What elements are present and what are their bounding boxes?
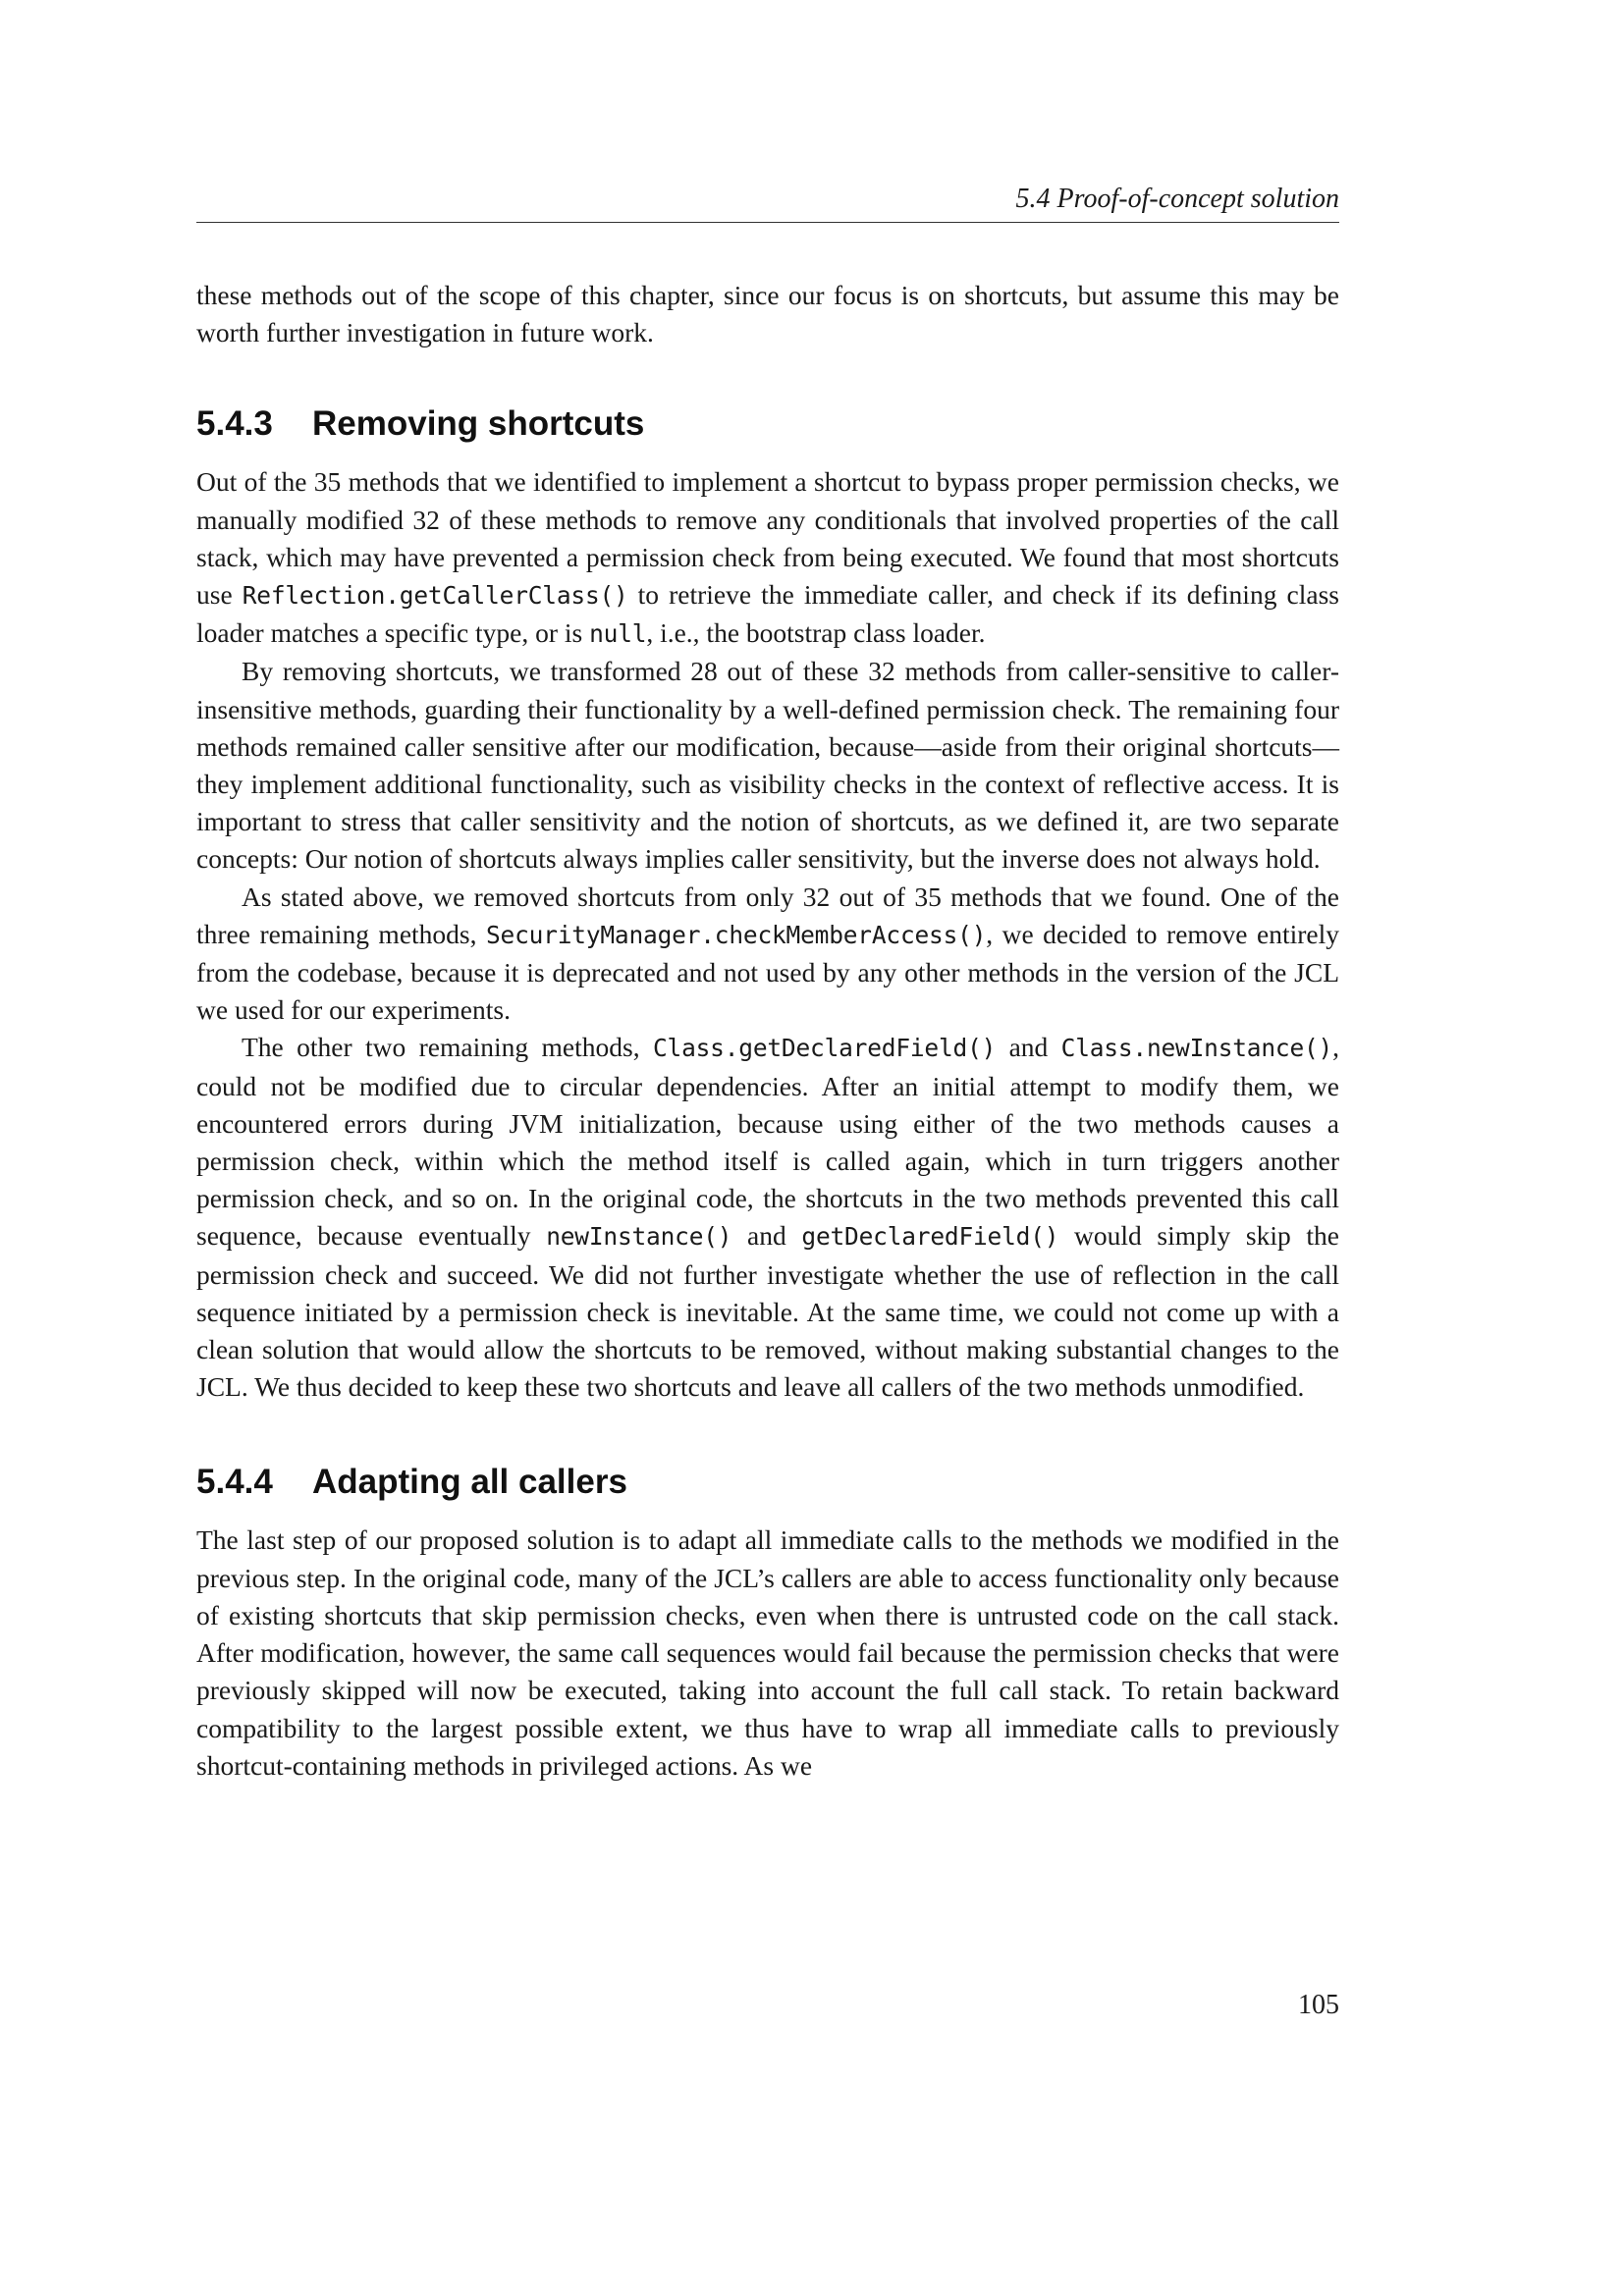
text-run: , could not be modified due to circular dependencies. After an initial attempt to modify them, we encountered errors during JVM initialization, because using either of the two methods causes a permission check, within which the method itself is called again, which in turn triggers another permission check, and so on. In the original code, the shortcuts in the two methods prevented this call sequence, because eventually (196, 1032, 1339, 1252)
paragraph-2: By removing shortcuts, we transformed 28 out of these 32 methods from caller-sensitive to caller-insensitive methods, guarding their functionality by a well-defined permission check. The remaining four methods remained caller sensitive after our modification, because—aside from their original shortcuts—they implement additional functionality, such as visibility checks in the context of reflective access. It is important to stress that caller sensitivity and the notion of shortcuts, as we defined it, are two separate concepts: Our notion of shortcuts always implies caller sensitivity, but the inverse does not always hold. (196, 656, 1339, 875)
page-body (196, 277, 1339, 1785)
text-run: Out of the 35 methods that we identified to implement a shortcut to bypass proper permission checks, we manually modified 32 of these methods to remove any conditionals that involved properties of the call stack, which may have prevented a permission check from being executed. We found that most shortcuts use (196, 466, 1339, 611)
text-run: to retrieve the immediate caller, and check if its defining class loader matches a specific type, or is (196, 579, 1339, 649)
paragraph-1 (196, 463, 1339, 653)
text-run: As stated above, we removed shortcuts from only 32 out of 35 methods that we found. One of the three remaining methods, (196, 881, 1339, 949)
code-checkmemberaccess: SecurityManager.checkMemberAccess() (485, 920, 987, 949)
text-run: , we decided to remove entirely from the codebase, because it is deprecated and not used by any other methods in the version of the JCL we used for our experiments. (196, 918, 1339, 1026)
text-run: and (996, 1032, 1061, 1063)
section-title: Removing shortcuts (312, 404, 645, 444)
code-getdeclaredfield: Class.getDeclaredField() (652, 1034, 997, 1063)
section-number: 5.4.3 (196, 404, 273, 444)
section-heading-5-4-3 (196, 402, 1339, 446)
text-run: The other two remaining methods, (242, 1032, 653, 1063)
text-run: would simply skip the permission check and succeed. We did not further investigate whether the use of reflection in the call sequence initiated by a permission check is inevitable. At the same time, we could not come up with a clean solution that would allow the shortcuts to be removed, without making substantial changes to the JCL. We thus decided to keep these two shortcuts and leave all callers of the two methods unmodified. (196, 1220, 1339, 1403)
code-newinstance: Class.newInstance() (1060, 1034, 1333, 1063)
paragraph-continued: these methods out of the scope of this chapter, since our focus is on shortcuts, but assume this may be worth further investigation in future work. (196, 280, 1339, 348)
text-run: and (731, 1220, 802, 1252)
page-number: 105 (1298, 1990, 1339, 2020)
section-title: Adapting all callers (312, 1463, 627, 1502)
running-header: 5.4 Proof-of-concept solution (1015, 184, 1339, 214)
paragraph-4 (196, 1029, 1339, 1406)
code-null: null (589, 619, 647, 649)
section-heading-5-4-4 (196, 1461, 1339, 1504)
code-getdeclaredfield-short: getDeclaredField() (801, 1222, 1059, 1252)
code-newinstance-short: newInstance() (546, 1222, 732, 1252)
paragraph-5: The last step of our proposed solution is to adapt all immediate calls to the methods we modified in the previous step. In the original code, many of the JCL’s callers are able to access functionality only because of existing shortcuts that skip permission checks, even when there is untrusted code on the call stack. After modification, however, the same call sequences would fail because the permission checks that were previously skipped will now be executed, taking into account the full call stack. To retain backward compatibility to the largest possible extent, we thus have to wrap all immediate calls to previously shortcut-containing methods in privileged actions. As we (196, 1524, 1339, 1781)
text-run: , i.e., the bootstrap class loader. (646, 617, 986, 649)
code-reflection-getcallerclass: Reflection.getCallerClass() (242, 581, 628, 611)
header-rule (196, 222, 1339, 223)
paragraph-3 (196, 879, 1339, 1030)
section-number: 5.4.4 (196, 1463, 273, 1502)
